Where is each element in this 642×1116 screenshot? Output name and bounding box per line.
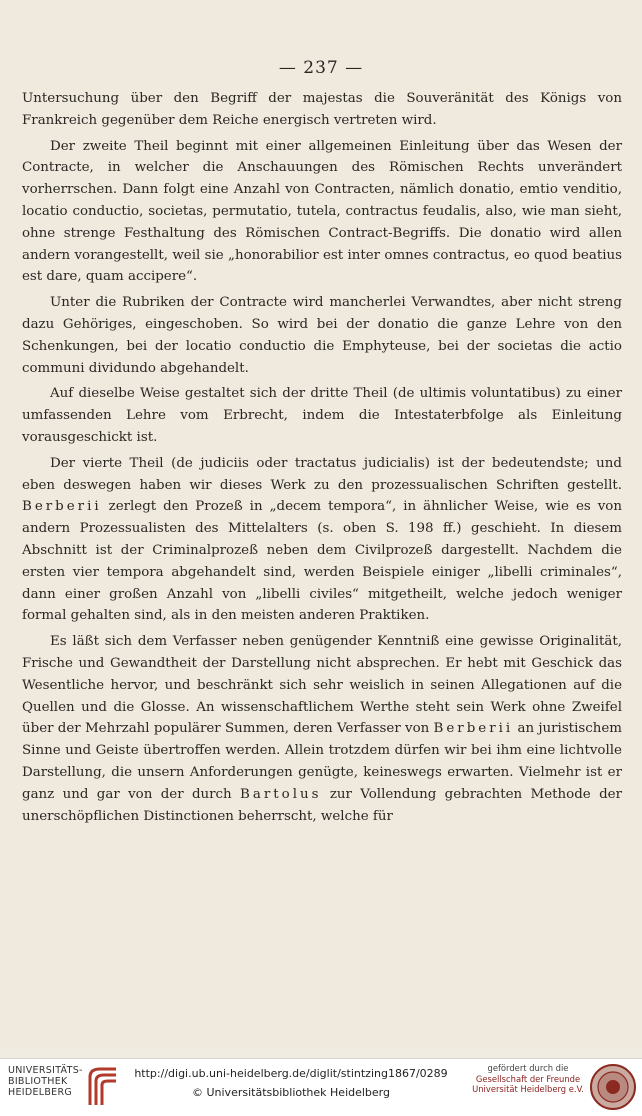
paragraph-6	[22, 631, 622, 827]
author-name-bartolus: Bartolus	[240, 786, 322, 802]
paragraph-2: Der zweite Theil beginnt mit einer allgemeinen Einleitung über das Wesen der Contracte, in welcher die Anschauungen des Römischen Rechts unverändert vorherrschen. Dann folgt eine Anzahl von Contracten, nämlich donatio, emtio venditio, locatio conductio, societas, permutatio, tutela, contractus feudalis, also, wie man sieht, ohne strenge Festhaltung des Römischen Contract-Begriffs. Die donatio wird allen andern vorangestellt, weil sie „honorabilior est inter omnes contractus, eo quod beatius est dare, quam accipere“.	[22, 138, 622, 285]
body-text	[22, 88, 622, 831]
paragraph-6-part-a: Es läßt sich dem Verfasser neben genügender Kenntniß eine gewisse Originalität, Frische und Gewandtheit der Darstellung nicht absprechen. Er hebt mit Geschick das Wesentliche hervor, und beschränkt sich sehr weislich in seinen Allegationen auf die Quellen und die Glosse. An wissenschaftlichem Werthe steht sein Werk ohne Zweifel über der Mehrzahl populärer Summen, deren Verfasser von	[22, 634, 622, 737]
author-name-berberii: Berberii	[433, 721, 514, 737]
author-name-berberii: Berberii	[22, 499, 102, 515]
copyright-notice: © Universitätsbibliothek Heidelberg	[191, 1086, 390, 1099]
paragraph-6-part-b: an juristischem Sinne und Geiste übertroffen werden. Allein trotzdem dürfen wir bei ihm eine lichtvolle Darstellung, die unsern Anforderungen genügte, keineswegs erwarten. Vielmehr ist er ganz und gar von der durch	[22, 721, 622, 802]
page-number: — 237 —	[278, 58, 364, 78]
paragraph-5	[22, 453, 622, 627]
library-logo-icon	[86, 1065, 120, 1109]
paragraph-6-part-c: zur Vollendung gebrachten Methode der unerschöpflichen Distinctionen beherrscht, welche für	[22, 786, 622, 824]
library-name: UNIVERSITÄTS- BIBLIOTHEK HEIDELBERG	[8, 1065, 83, 1098]
funding-notice: gefördert durch die Gesellschaft der Freunde Universität Heidelberg e.V.	[472, 1063, 584, 1094]
paragraph-3: Unter die Rubriken der Contracte wird mancherlei Verwandtes, aber nicht streng dazu Gehöriges, eingeschoben. So wird bei der donatio die ganze Lehre von den Schenkungen, bei der locatio conductio die Emphyteuse, bei der societas die actio communi dividundo abgehandelt.	[22, 295, 622, 376]
university-seal-icon	[589, 1063, 637, 1111]
permalink-url[interactable]: http://digi.ub.uni-heidelberg.de/diglit/stintzing1867/0289	[134, 1067, 448, 1080]
paragraph-5-part-b: zerlegt den Prozeß in „decem tempora“, in ähnlicher Weise, wie es von andern Prozessualisten des Mittelalters (s. oben S. 198 ff.) geschieht. In diesem Abschnitt ist der Criminalprozeß neben dem Civilprozeß dargestellt. Nachdem die ersten vier tempora abgehandelt sind, werden Beispiele einiger „libelli criminales“, dann einer großen Anzahl von „libelli civiles“ mitgetheilt, welche jedoch weniger formal gehalten sind, als in den meisten anderen Praktiken.	[22, 499, 622, 624]
paragraph-5-part-a: Der vierte Theil (de judiciis oder tractatus judicialis) ist der bedeutendste; und eben deswegen haben wir dieses Werk zu den prozessualischen Schriften gestellt.	[22, 455, 622, 493]
footer-bar	[0, 1058, 642, 1116]
paragraph-1: Untersuchung über den Begriff der majestas die Souveränität des Königs von Frankreich gegenüber dem Reiche energisch vertreten wird.	[22, 91, 622, 128]
paragraph-4: Auf dieselbe Weise gestaltet sich der dritte Theil (de ultimis voluntatibus) zu einer umfassenden Lehre vom Erbrecht, indem die Intestaterbfolge als Einleitung vorausgeschickt ist.	[22, 386, 622, 445]
